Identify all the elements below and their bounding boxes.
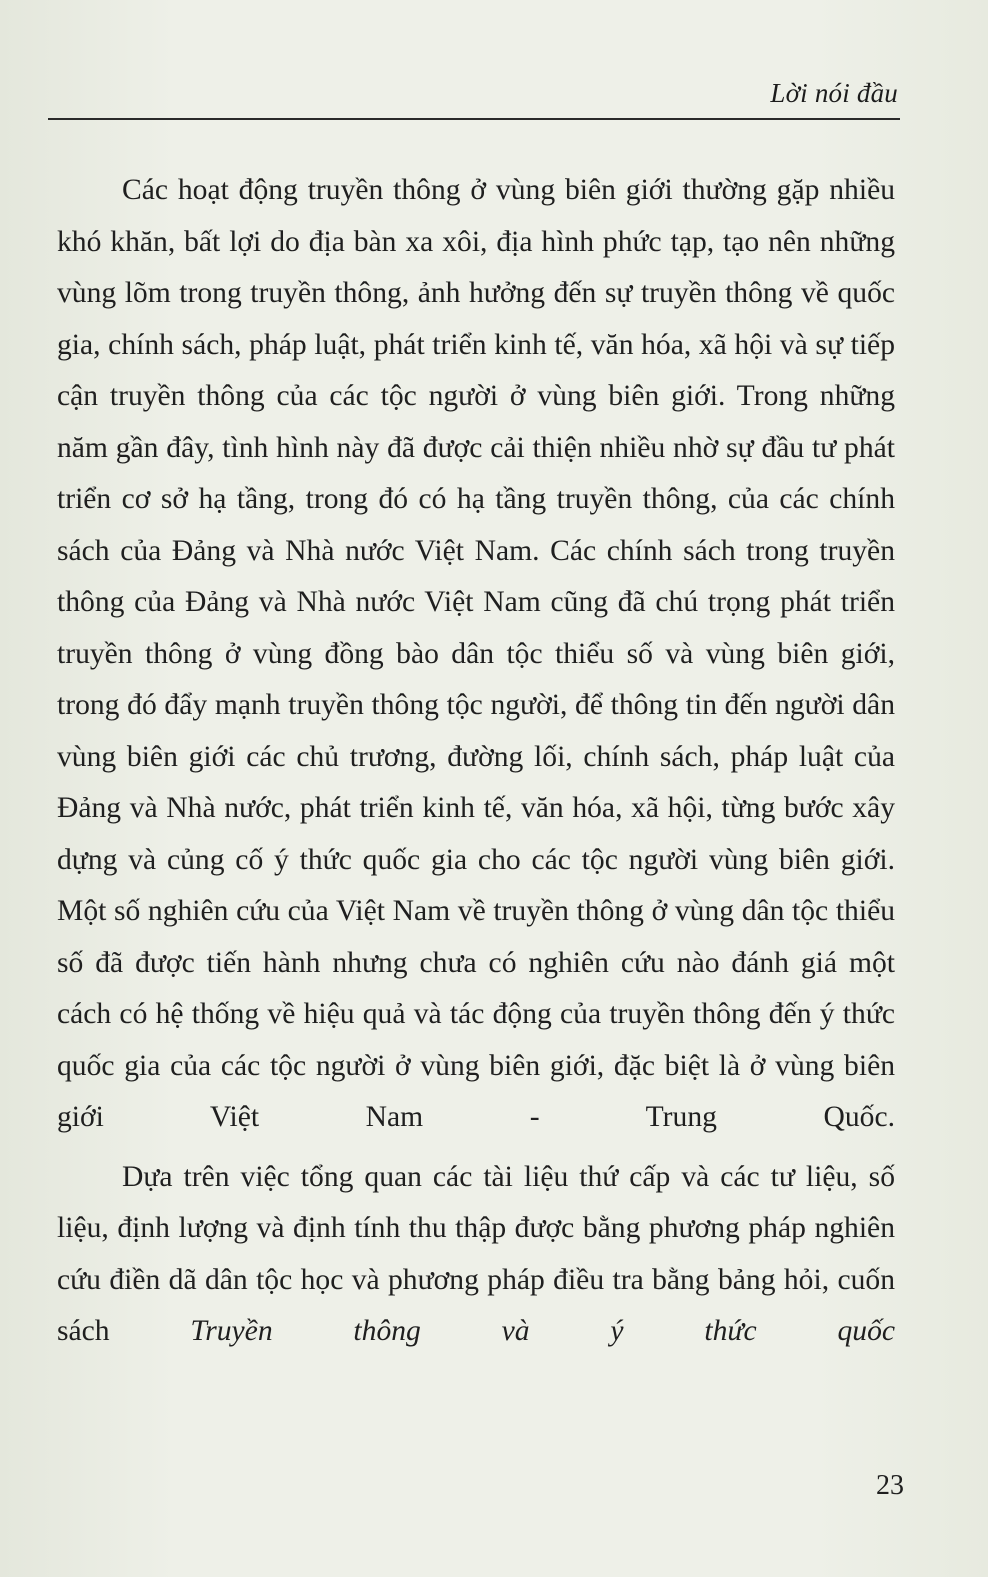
book-title-italic: Truyền thông và ý thức quốc bbox=[190, 1315, 895, 1347]
page-number: 23 bbox=[876, 1470, 904, 1501]
header-rule bbox=[48, 118, 900, 120]
paragraph-1: Các hoạt động truyền thông ở vùng biên giới thường gặp nhiều khó khăn, bất lợi do địa bàn xa xôi, địa hình phức tạp, tạo nên những vùng lõm trong truyền thông, ảnh hưởng đến sự truyền thông về quốc gia, chính sách, pháp luật, phát triển kinh tế, văn hóa, xã hội và sự tiếp cận truyền thông của các tộc người ở vùng biên giới. Trong những năm gần đây, tình hình này đã được cải thiện nhiều nhờ sự đầu tư phát triển cơ sở hạ tầng, trong đó có hạ tầng truyền thông, của các chính sách của Đảng và Nhà nước Việt Nam. Các chính sách trong truyền thông của Đảng và Nhà nước Việt Nam cũng đã chú trọng phát triển truyền thông ở vùng đồng bào dân tộc thiểu số và vùng biên giới, trong đó đẩy mạnh truyền thông tộc người, để thông tin đến người dân vùng biên giới các chủ trương, đường lối, chính sách, pháp luật của Đảng và Nhà nước, phát triển kinh tế, văn hóa, xã hội, từng bước xây dựng và củng cố ý thức quốc gia cho các tộc người vùng biên giới. Một số nghiên cứu của Việt Nam về truyền thông ở vùng dân tộc thiểu số đã được tiến hành nhưng chưa có nghiên cứu nào đánh giá một cách có hệ thống về hiệu quả và tác động của truyền thông đến ý thức quốc gia của các tộc người ở vùng biên giới, đặc biệt là ở vùng biên giới Việt Nam - Trung Quốc. bbox=[57, 174, 895, 1133]
running-head: Lời nói đầu bbox=[770, 78, 898, 108]
paragraph-2 bbox=[57, 1152, 895, 1358]
paragraph-2-text: Dựa trên việc tổng quan các tài liệu thứ cấp và các tư liệu, số liệu, định lượng và định tính thu thập được bằng phương pháp nghiên cứu điền dã dân tộc học và phương pháp điều tra bằng bảng hỏi, cuốn sách bbox=[57, 1160, 895, 1347]
body-text bbox=[57, 165, 895, 1358]
